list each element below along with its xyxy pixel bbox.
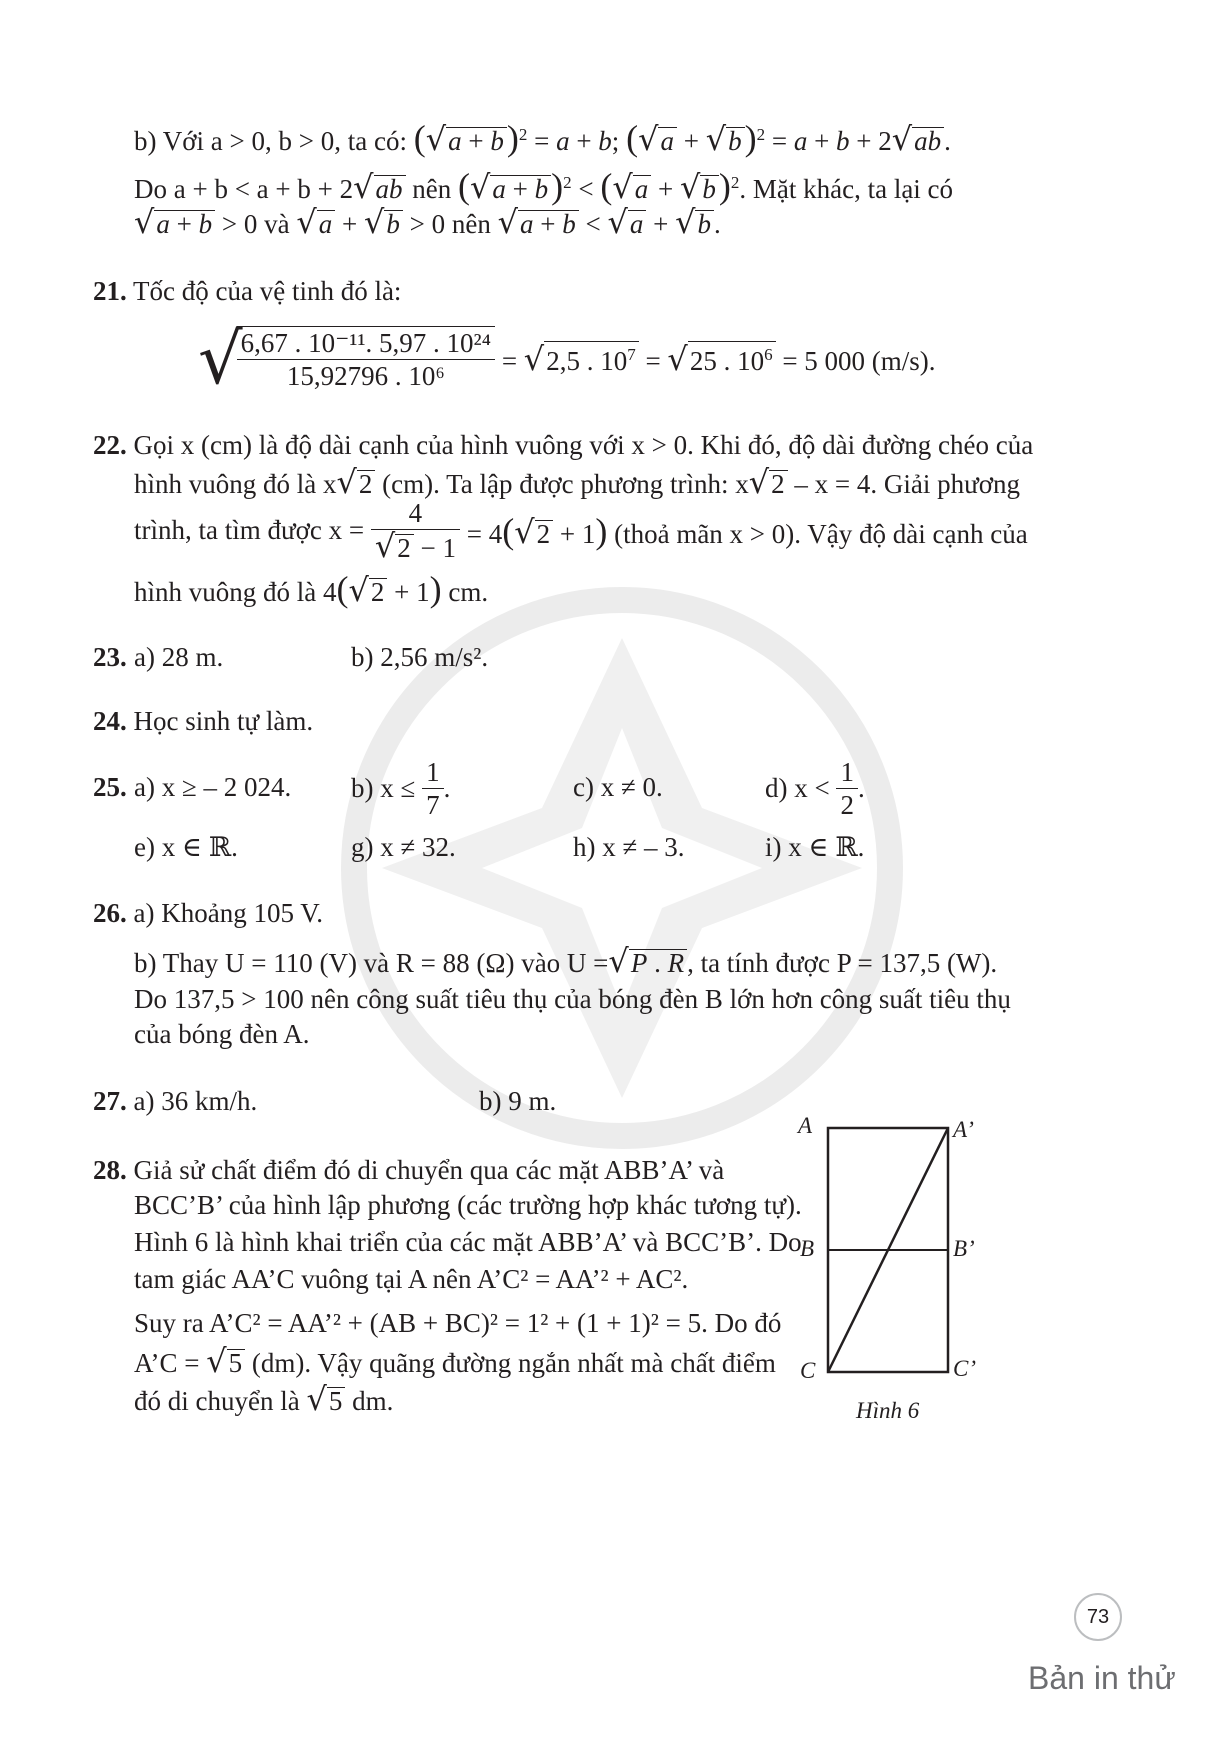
q22-line-1: 22. Gọi x (cm) là độ dài cạnh của hình vuông với x > 0. Khi đó, độ dài đường chéo của bbox=[93, 430, 1034, 460]
q24-line: 24. Học sinh tự làm. bbox=[93, 706, 314, 736]
q21-numerator: 6,67 . 10⁻¹¹. 5,97 . 10²⁴ bbox=[240, 328, 492, 358]
footer-draft-label: Bản in thử bbox=[1028, 1660, 1176, 1696]
q28-line-1: 28. Giả sử chất điểm đó di chuyển qua các mặt ABB’A’ và bbox=[93, 1155, 725, 1185]
q21-denominator: 15,92796 . 10⁶ bbox=[237, 359, 495, 392]
q28-line-7: đó di chuyển là √5 dm. bbox=[134, 1380, 394, 1418]
q23-num: 23. bbox=[93, 642, 127, 672]
q25-b: b) x ≤ $\frac{1}{7}$ . bbox=[351, 757, 451, 820]
label-B-prime: B’ bbox=[953, 1236, 975, 1261]
q25-a: a) x ≥ – 2 024. bbox=[134, 772, 292, 802]
q27-a: 27. a) 36 km/h. bbox=[93, 1086, 258, 1116]
q20b-line-2: Do a + b < a + b + 2√ab nên $(√a + b)^2 < (√a + √b)^2$. Mặt khác, ta lại có bbox=[134, 166, 954, 206]
q21-formula: √ $\frac{\text{6,67 . 10⁻¹¹. 5,97 . 10²⁴}}{\text{15,92796 . 10⁶}}$ = √2,5 . $10^7 = √25$ . $10^6 = 5$ 000 (m/s). bbox=[198, 318, 936, 400]
q27-b: b) 9 m. bbox=[479, 1086, 557, 1116]
q26-a: 26. a) Khoảng 105 V. bbox=[93, 898, 323, 928]
q25-c: c) x ≠ 0. bbox=[573, 772, 663, 802]
q25-d: d) x < $\frac{1}{2}$ . bbox=[765, 757, 865, 820]
q23-b: b) 2,56 m/s². bbox=[351, 642, 489, 672]
figure-caption: Hình 6 bbox=[856, 1398, 920, 1423]
q22-line-2: hình vuông đó là x√2 (cm). Ta lập được phương trình: x√2 – x = 4. Giải phương bbox=[134, 463, 1021, 501]
q23-a: a) 28 m. bbox=[134, 642, 224, 672]
label-C: C bbox=[800, 1358, 816, 1383]
q26-b-line-3: của bóng đèn A. bbox=[134, 1019, 310, 1049]
label-A-prime: A’ bbox=[953, 1117, 974, 1142]
q22-line-4: hình vuông đó là 4(√2 + 1) cm. bbox=[134, 569, 489, 609]
q25-g: g) x ≠ 32. bbox=[351, 832, 456, 862]
q25-i: i) x ∈ ℝ. bbox=[765, 832, 865, 862]
q28-line-6: A’C = √5 (dm). Vậy quãng đường ngắn nhất mà chất điểm bbox=[134, 1342, 776, 1380]
page-number: 73 bbox=[1074, 1593, 1122, 1641]
figure-6-diagram bbox=[826, 1126, 951, 1376]
q25-num: 25. bbox=[93, 772, 127, 802]
q28-line-5: Suy ra A’C² = AA’² + (AB + BC)² = 1² + (1 + 1)² = 5. Do đó bbox=[134, 1308, 782, 1338]
q22-line-3: trình, ta tìm được x = $\frac{4}{√2 - 1}$ = 4(√2 + 1) (thoả mãn x > 0). Vậy độ dài cạnh của bbox=[134, 498, 1028, 565]
q20b-line-1: b) Với a > 0, b > 0, ta có: $(√a + b)^2 = a + b$; $(√a + √b)^2 = a + b + 2√ab$ . bbox=[134, 118, 951, 158]
q28-line-2: BCC’B’ của hình lập phương (các trường hợp khác tương tự). bbox=[134, 1190, 802, 1220]
q21-line-1: 21. Tốc độ của vệ tinh đó là: bbox=[93, 276, 402, 306]
label-B: B bbox=[800, 1236, 815, 1261]
q25-h: h) x ≠ – 3. bbox=[573, 832, 685, 862]
q25-e: e) x ∈ ℝ. bbox=[134, 832, 238, 862]
q26-b-line-1: b) Thay U = 110 (V) và R = 88 (Ω) vào U =√P . R , ta tính được P = 137,5 (W). bbox=[134, 942, 998, 980]
q28-line-3: Hình 6 là hình khai triển của các mặt ABB’A’ và BCC’B’. Do bbox=[134, 1227, 802, 1257]
label-C-prime: C’ bbox=[953, 1356, 976, 1381]
label-A: A bbox=[798, 1113, 813, 1138]
q20b-line-3: √a + b > 0 và √a + √b > 0 nên √a + b < √a + √b . bbox=[134, 203, 721, 241]
q28-line-4: tam giác AA’C vuông tại A nên A’C² = AA’² + AC². bbox=[134, 1264, 689, 1294]
q26-b-line-2: Do 137,5 > 100 nên công suất tiêu thụ của bóng đèn B lớn hơn công suất tiêu thụ bbox=[134, 984, 1011, 1014]
